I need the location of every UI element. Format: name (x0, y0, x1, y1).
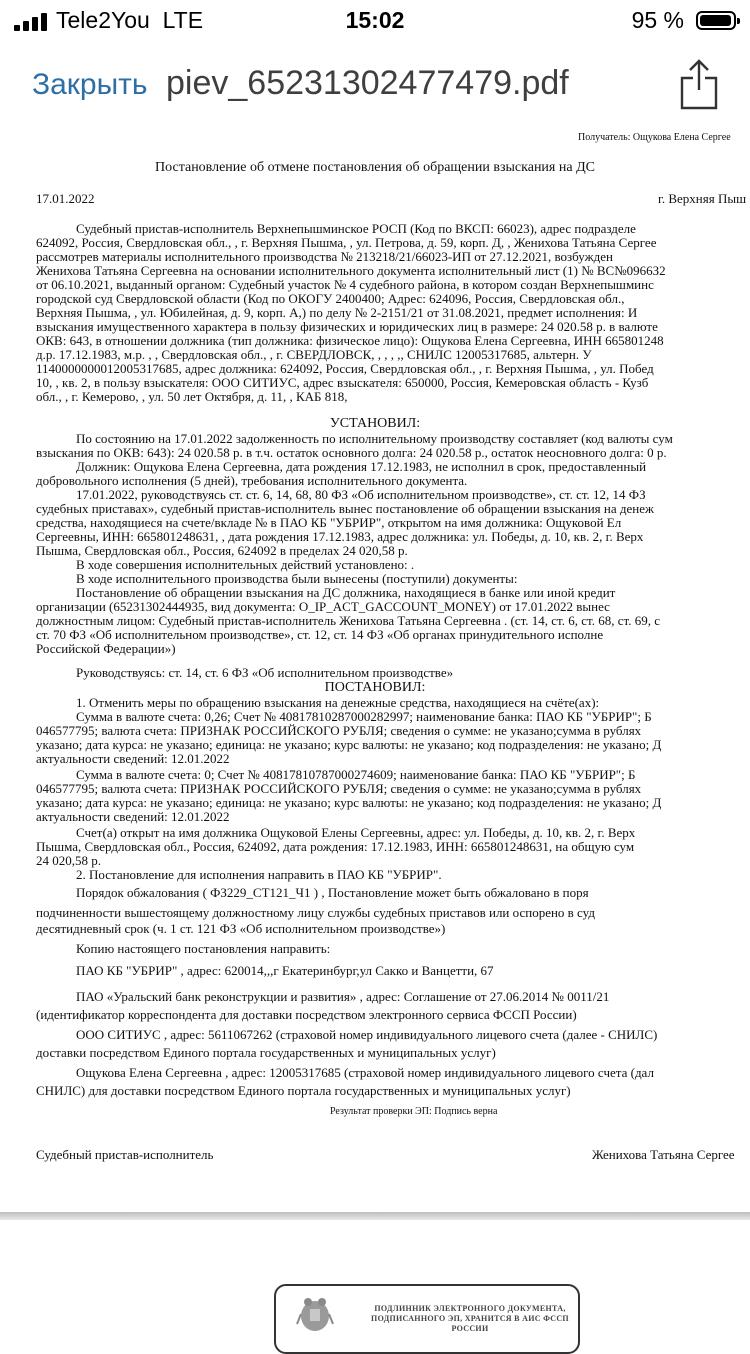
document-text-line: Пышма, Свердловская обл., Россия, 624092 в пределах 24 020,58 р. (36, 543, 408, 558)
share-icon[interactable] (680, 58, 718, 110)
document-text-line: СНИЛС) для доставки посредством Единого портала государственных и муниципальных услуг) (36, 1083, 571, 1098)
document-text-line: УСТАНОВИЛ: (329, 416, 421, 431)
document-text-line: Порядок обжалования ( ФЗ229_СТ121_Ч1 ) , Постановление может быть обжаловано в поря (76, 885, 589, 900)
document-text-line: от 06.10.2021, выданный органом: Судебный участок № 4 судебного района, в котором создан Верхнепышминс (36, 277, 654, 292)
document-text-line: ПАО «Уральский банк реконструкции и развития» , адрес: Соглашение от 27.06.2014 № 0011/21 (76, 989, 610, 1004)
document-text-line: судебных приставах», судебный пристав-исполнитель вынес постановление об обращении взыскания на денеж (36, 501, 654, 516)
document-text-line: 046577795; валюта счета: ПРИЗНАК РОССИЙСКОГО РУБЛЯ; сведения о сумме: не указано;сумма в рублях (36, 781, 642, 796)
document-text-line: Сумма в валюте счета: 0; Счет № 40817810787000274609; наименование банка: ПАО КБ "УБРИР"; Б (76, 767, 636, 782)
document-text-line: подчиненности вышестоящему должностному лицу службы судебных приставов или оспорено в суд (36, 905, 595, 920)
electronic-signature-stamp (274, 1284, 580, 1354)
document-text-line: В ходе совершения исполнительных действий установлено: . (76, 557, 415, 572)
document-text-line: Пышма, Свердловская обл., Россия, 624092, дата рождения: 17.12.1983, ИНН: 665801248631, на общую сум (36, 839, 635, 854)
stamp-line-2: ПОДПИСАННОГО ЭП, ХРАНИТСЯ В АИС ФССП РОССИИ (371, 1314, 569, 1333)
document-text-line: актуальности сведений: 12.01.2022 (36, 809, 230, 824)
document-text-line: 1. Отменить меры по обращению взыскания на денежные средства, находящиеся на счёте(ах): (76, 695, 600, 710)
document-text-line: десятидневный срок (ч. 1 ст. 121 ФЗ «Об исполнительном производстве») (36, 921, 446, 936)
document-text-line: Руководствуясь: ст. 14, ст. 6 ФЗ «Об исполнительном производстве» (76, 665, 454, 680)
document-text-line: указано; дата курса: не указано; единица: не указано; курс валюты: не указано; код подразделения: не указано; Д (36, 795, 662, 810)
document-text-line: 046577795; валюта счета: ПРИЗНАК РОССИЙСКОГО РУБЛЯ; сведения о сумме: не указано;сумма в рублях (36, 723, 642, 738)
document-text-line: добровольного исполнения (5 дней), требования исполнительного документа. (36, 473, 468, 488)
carrier-label: Tele2You LTE (56, 7, 204, 33)
document-text-line: ПАО КБ "УБРИР" , адрес: 620014,,,г Екатеринбург,ул Сакко и Ванцетти, 67 (76, 963, 494, 978)
document-text-line: рассмотрев материалы исполнительного производства № 213218/21/66023-ИП от 27.12.2021, возбужден (36, 249, 613, 264)
document-text-line: взыскания по ОКВ: 643): 24 020.58 р. в т.ч. остаток основного долга: 24 020.58 р., остаток неосновного долга: 0 р. (36, 445, 667, 460)
document-text-line: указано; дата курса: не указано; единица: не указано; курс валюты: не указано; код подразделения: не указано; Д (36, 737, 662, 752)
document-text-line: доставки посредством Единого портала государственных и муниципальных услуг) (36, 1045, 496, 1060)
document-text-line: 17.01.2022 (36, 191, 95, 206)
document-text-line: Сумма в валюте счета: 0,26; Счет № 40817810287000282997; наименование банка: ПАО КБ "УБРИР"; Б (76, 709, 652, 724)
document-text-line: 17.01.2022, руководствуясь ст. ст. 6, 14, 68, 80 ФЗ «Об исполнительном производстве», ст. ст. 12, 14 ФЗ (76, 487, 646, 502)
document-text-line: Должник: Ощукова Елена Сергеевна, дата рождения 17.12.1983, не исполнил в срок, предоставленный (76, 459, 647, 474)
emblem-icon (296, 1294, 334, 1334)
document-text-line: Счет(а) открыт на имя должника Ощуковой Елены Сергеевны, адрес: ул. Победы, д. 10, кв. 2, г. Верх (76, 825, 636, 840)
document-text-line: должностным лицом: Судебный пристав-исполнитель Женихова Татьяна Сергеевна . (ст. 14, ст. 6, ст. 68, ст. 69, с (36, 613, 660, 628)
stamp-line-1: ПОДЛИННИК ЭЛЕКТРОННОГО ДОКУМЕНТА, (374, 1304, 566, 1313)
close-button[interactable]: Закрыть (32, 68, 148, 101)
document-text-line: Результат проверки ЭП: Подпись верна (330, 1106, 498, 1117)
document-text-line: городской суд Свердловской области (Код по ОКОГУ 2400400; Адрес: 624096, Россия, Свердловская обл., (36, 291, 625, 306)
document-text-line: Российской Федерации») (36, 641, 176, 656)
document-text-line: (идентификатор корреспондента для доставки посредством электронного сервиса ФССП России) (36, 1007, 577, 1022)
document-text-line: Постановление об обращении взыскания на ДС должника, находящиеся в банке или иной кредит (76, 585, 616, 600)
document-text-line: 24 020,58 р. (36, 853, 101, 868)
document-text-line: Копию настоящего постановления направить: (76, 941, 331, 956)
document-text-line: Сергеевны, ИНН: 665801248631, , дата рождения 17.12.1983, адрес должника: ул. Победы, д. 10, кв. 2, г. Верх (36, 529, 644, 544)
document-text-line: ОКВ: 643, в отношении должника (тип должника: физическое лицо): Ощукова Елена Сергеевна, ИНН 665801248 (36, 333, 664, 348)
document-text-line: По состоянию на 17.01.2022 задолженность по исполнительному производству составляет (код валюты сум (76, 431, 673, 446)
pdf-document-page[interactable] (0, 126, 750, 1214)
nav-bar (0, 44, 750, 126)
document-text-line: организации (65231302444935, вид документа: O_IP_ACT_GACCOUNT_MONEY) от 17.01.2022 вынес (36, 599, 610, 614)
document-text-line: Получатель: Ощукова Елена Сергее (578, 132, 731, 143)
document-text-line: д.р. 17.12.1983, м.р. , , Свердловская обл., , г. СВЕРДЛОВСК, , , , ,, СНИЛС 12005317685, альтерн. У (36, 347, 592, 362)
document-text-line: Постановление об отмене постановления об обращении взыскания на ДС (155, 160, 595, 175)
network-label: LTE (162, 7, 204, 33)
document-text-line: Ощукова Елена Сергеевна , адрес: 12005317685 (страховой номер индивидуального лицевого счета (дал (76, 1065, 654, 1080)
document-text-line: 2. Постановление для исполнения направить в ПАО КБ "УБРИР". (76, 867, 442, 882)
document-text-line: взыскания имущественного характера в пользу физических и юридических лиц в размере: 24 020.58 р. в валюте (36, 319, 658, 334)
battery-icon (696, 11, 736, 30)
page-shadow (0, 1212, 750, 1220)
document-text-line: ст. 70 ФЗ «Об исполнительном производстве», ст. 12, ст. 14 ФЗ «Об органах принудительного исполне (36, 627, 604, 642)
document-text-line: средства, находящиеся на счете/вкладе № в ПАО КБ "УБРИР", открытом на имя должника: Ощуковой Ел (36, 515, 622, 530)
status-bar (0, 0, 750, 44)
document-text-line: 10, , кв. 2, в пользу взыскателя: ООО СИТИУС, адрес взыскателя: 650000, Россия, Кемеровская область - Кузб (36, 375, 649, 390)
document-text-line: ПОСТАНОВИЛ: (324, 680, 426, 695)
document-text-line: Судебный пристав-исполнитель Верхнепышминское РОСП (Код по ВКСП: 66023), адрес подразделе (76, 221, 636, 236)
battery-percent: 95 % (631, 7, 684, 33)
clock: 15:02 (345, 7, 405, 33)
document-text-line: Женихова Татьяна Сергее (592, 1147, 735, 1162)
document-text-line: Женихова Татьяна Сергеевна на основании исполнительного документа исполнительный лист (1) № ВС№0966З2 (36, 263, 666, 278)
document-text-line: 1140000000012005317685, адрес должника: 624092, Россия, Свердловская обл., , г. Верхняя Пышма, , ул. Побед (36, 361, 654, 376)
document-text-line: Верхняя Пышма, , ул. Юбилейная, д. 9, корп. А,) по делу № 2-2151/21 от 31.08.2021, предмет исполнения: И (36, 305, 638, 320)
document-text-line: г. Верхняя Пыш (658, 191, 747, 206)
document-text-line: В ходе исполнительного производства были вынесены (поступили) документы: (76, 571, 518, 586)
document-text-line: Судебный пристав-исполнитель (36, 1147, 214, 1162)
document-text-line: ООО СИТИУС , адрес: 5611067262 (страховой номер индивидуального лицевого счета (далее - СНИЛС) (76, 1027, 658, 1042)
document-text-line: 624092, Россия, Свердловская обл., , г. Верхняя Пышма, , ул. Петрова, д. 59, корп. Д, , Женихова Татьяна Сергее (36, 235, 657, 250)
document-text-line: обл., , г. Кемерово, , ул. 50 лет Октября, д. 11, , КАБ 818, (36, 389, 348, 404)
document-filename: piev_65231302477479.pdf (166, 64, 569, 102)
document-text-line: актуальности сведений: 12.01.2022 (36, 751, 230, 766)
